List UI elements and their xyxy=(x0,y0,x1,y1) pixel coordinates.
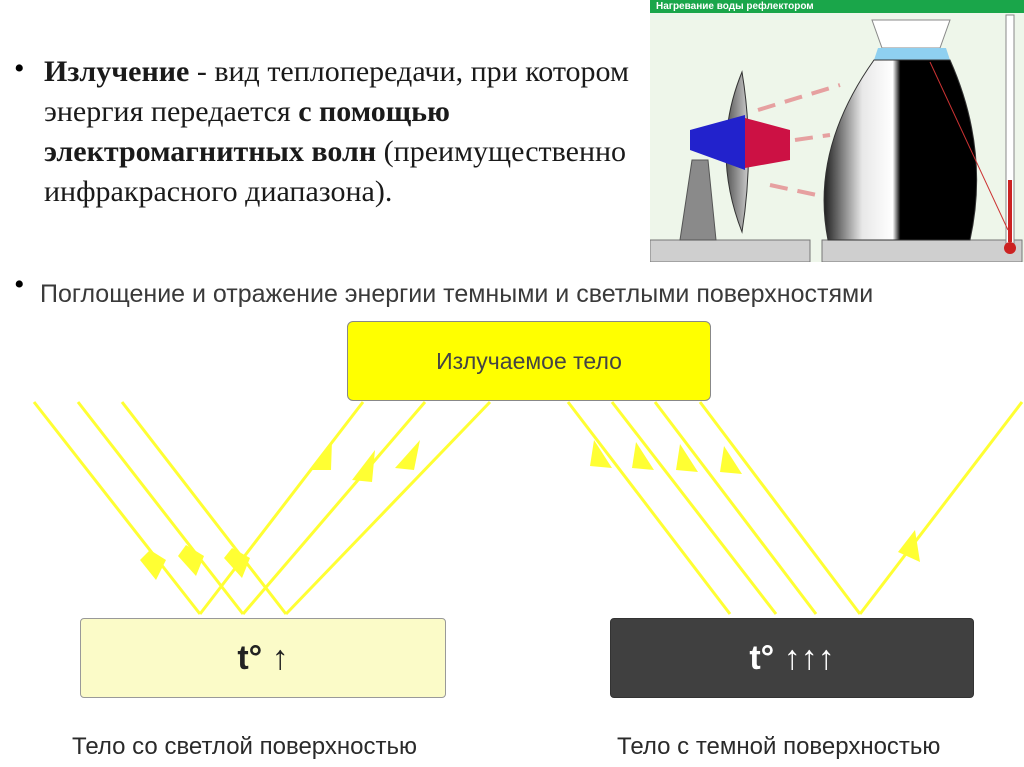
dark-surface-caption: Тело с темной поверхностью xyxy=(617,733,941,760)
definition-bold-phrase: с помощью электромагнитных волн xyxy=(44,95,450,168)
dark-surface-body: t° ↑↑↑ xyxy=(610,618,974,698)
incident-ray xyxy=(612,402,776,614)
reflected-ray xyxy=(78,402,243,614)
bullet-marker: • xyxy=(14,268,25,301)
incident-ray xyxy=(700,402,860,614)
light-surface-body: t° ↑ xyxy=(80,618,446,698)
incident-ray xyxy=(655,402,816,614)
incident-ray xyxy=(200,402,363,614)
reflected-ray xyxy=(122,402,286,614)
simulation-header: Нагревание воды рефлектором xyxy=(650,0,1024,13)
incident-ray xyxy=(286,402,490,614)
emitting-body: Излучаемое тело xyxy=(347,321,711,401)
definition-text-1: - вид теплопередачи, при котором энергия передается xyxy=(44,55,629,128)
incident-ray xyxy=(568,402,730,614)
bullet-marker: • xyxy=(14,52,25,85)
definition-text-2: (преимущественно инфракрасного диапазона). xyxy=(44,135,627,208)
incident-ray xyxy=(243,402,425,614)
term-radiation: Излучение xyxy=(44,55,190,88)
light-surface-caption: Тело со светлой поверхностью xyxy=(72,733,417,760)
reflected-ray xyxy=(860,402,1022,614)
diagram-title: Поглощение и отражение энергии темными и светлыми поверхностями xyxy=(40,280,874,308)
reflected-ray xyxy=(34,402,200,614)
